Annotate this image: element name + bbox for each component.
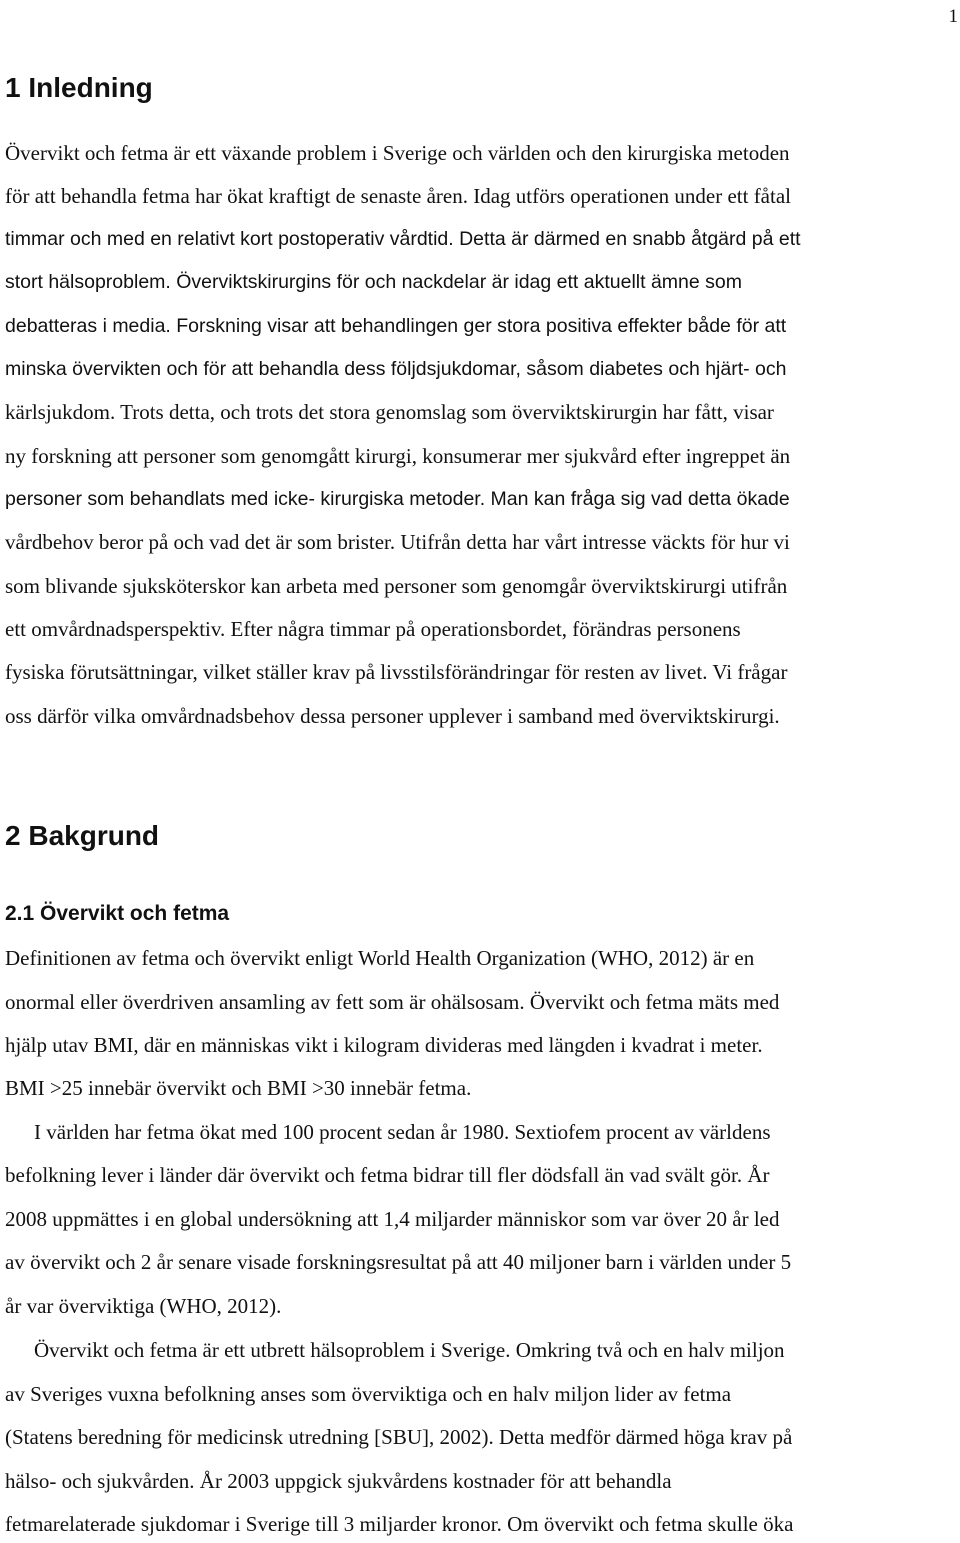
para-b-line-5: år var överviktiga (WHO, 2012). xyxy=(5,1294,282,1318)
intro-line-12: ett omvårdnadsperspektiv. Efter några timmar på operationsbordet, förändras personens xyxy=(5,617,741,641)
para-b-line-2: befolkning lever i länder där övervikt och fetma bidrar till fler dödsfall än vad svält gör. År xyxy=(5,1163,770,1187)
intro-line-7: kärlsjukdom. Trots detta, och trots det stora genomslag som överviktskirurgin har fått, visar xyxy=(5,400,774,424)
intro-line-10: vårdbehov beror på och vad det är som brister. Utifrån detta har vårt intresse väckts för hur vi xyxy=(5,530,790,554)
para-c-line-5: fetmarelaterade sjukdomar i Sverige till 3 miljarder kronor. Om övervikt och fetma skulle öka xyxy=(5,1512,794,1536)
intro-line-4: stort hälsoproblem. Överviktskirurgins för och nackdelar är idag ett aktuellt ämne som xyxy=(5,271,742,293)
para-b-line-4: av övervikt och 2 år senare visade forskningsresultat på att 40 miljoner barn i världen under 5 xyxy=(5,1250,792,1274)
intro-line-2: för att behandla fetma har ökat kraftigt de senaste åren. Idag utförs operationen under ett fåtal xyxy=(5,184,791,208)
para-c-line-2: av Sveriges vuxna befolkning anses som överviktiga och en halv miljon lider av fetma xyxy=(5,1382,732,1406)
para-a-line-2: onormal eller överdriven ansamling av fett som är ohälsosam. Övervikt och fetma mäts med xyxy=(5,990,780,1014)
para-a-line-4: BMI >25 innebär övervikt och BMI >30 innebär fetma. xyxy=(5,1076,472,1100)
intro-line-8: ny forskning att personer som genomgått kirurgi, konsumerar mer sjukvård efter ingreppet än xyxy=(5,444,791,468)
intro-line-13: fysiska förutsättningar, vilket ställer krav på livsstilsförändringar för resten av livet. Vi frågar xyxy=(5,660,788,684)
intro-line-3: timmar och med en relativt kort postoperativ vårdtid. Detta är därmed en snabb åtgärd på ett xyxy=(5,228,801,250)
para-c-line-4: hälso- och sjukvården. År 2003 uppgick sjukvårdens kostnader för att behandla xyxy=(5,1469,672,1493)
intro-line-1: Övervikt och fetma är ett växande problem i Sverige och världen och den kirurgiska metoden xyxy=(5,141,790,165)
para-a-line-1: Definitionen av fetma och övervikt enligt World Health Organization (WHO, 2012) är en xyxy=(5,946,755,970)
para-a-line-3: hjälp utav BMI, där en människas vikt i kilogram divideras med längden i kvadrat i meter. xyxy=(5,1033,763,1057)
para-c-line-3: (Statens beredning för medicinsk utredning [SBU], 2002). Detta medför därmed höga krav på xyxy=(5,1425,793,1449)
para-b-line-3: 2008 uppmättes i en global undersökning att 1,4 miljarder människor som var över 20 år led xyxy=(5,1207,780,1231)
heading-overvikt-och-fetma: 2.1 Övervikt och fetma xyxy=(5,902,230,925)
heading-inledning: 1 Inledning xyxy=(5,72,153,103)
intro-line-11: som blivande sjuksköterskor kan arbeta med personer som genomgår överviktskirurgi utifrån xyxy=(5,574,788,598)
intro-line-14: oss därför vilka omvårdnadsbehov dessa personer upplever i samband med överviktskirurgi. xyxy=(5,704,780,728)
intro-line-6: minska övervikten och för att behandla dess följdsjukdomar, såsom diabetes och hjärt- och xyxy=(5,358,787,380)
intro-line-5: debatteras i media. Forskning visar att behandlingen ger stora positiva effekter både för att xyxy=(5,315,787,337)
para-c-line-1: Övervikt och fetma är ett utbrett hälsoproblem i Sverige. Omkring två och en halv miljon xyxy=(34,1338,785,1362)
intro-line-9: personer som behandlats med icke- kirurgiska metoder. Man kan fråga sig vad detta ökade xyxy=(5,488,790,510)
heading-bakgrund: 2 Bakgrund xyxy=(5,820,160,851)
page-number: 1 xyxy=(948,6,958,27)
para-b-line-1: I världen har fetma ökat med 100 procent sedan år 1980. Sextiofem procent av världens xyxy=(34,1120,771,1144)
